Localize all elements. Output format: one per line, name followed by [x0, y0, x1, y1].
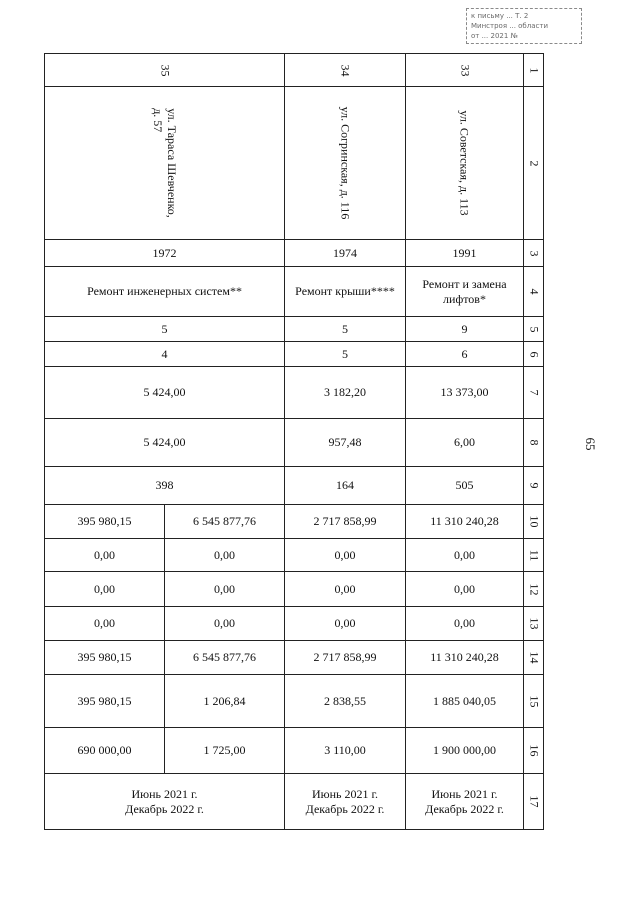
- row-number: 4: [524, 267, 544, 317]
- row-number: 7: [524, 367, 544, 419]
- cell-area-total-34: 3 182,20: [285, 367, 406, 419]
- cell-r11-34: 0,00: [285, 539, 406, 572]
- cell-area-total-35: 5 424,00: [45, 367, 285, 419]
- cell-area-total-33: 13 373,00: [406, 367, 524, 419]
- table-row: [45, 87, 544, 240]
- cell-period-33: [406, 774, 524, 830]
- table-row: [45, 54, 544, 87]
- period-end: Декабрь 2022 г.: [425, 801, 504, 816]
- table-row: [45, 267, 544, 317]
- period-end: Декабрь 2022 г.: [305, 801, 385, 816]
- stamp-line: к письму ... Т. 2: [471, 12, 529, 20]
- cell-area-living-34: 957,48: [285, 419, 406, 467]
- row-number: 17: [524, 774, 544, 830]
- cell-r14-35b: 6 545 877,76: [165, 641, 285, 675]
- period-start: Июнь 2021 г.: [431, 786, 498, 801]
- row-number: 13: [524, 607, 544, 641]
- table-row: [45, 607, 544, 641]
- cell-num-33: 33: [406, 54, 524, 87]
- row-number: 14: [524, 641, 544, 675]
- cell-year-35: 1972: [45, 240, 285, 267]
- cell-r13-34: 0,00: [285, 607, 406, 641]
- table-row: [45, 641, 544, 675]
- registration-stamp: [466, 8, 582, 44]
- cell-entrances-34: 5: [285, 342, 406, 367]
- cell-r15-34: 2 838,55: [285, 675, 406, 728]
- row-number: 2: [524, 87, 544, 240]
- row-number: 16: [524, 728, 544, 774]
- cell-floors-34: 5: [285, 317, 406, 342]
- cell-area-living-33: 6,00: [406, 419, 524, 467]
- cell-r11-35b: 0,00: [165, 539, 285, 572]
- cell-r16-34: 3 110,00: [285, 728, 406, 774]
- cell-year-33: 1991: [406, 240, 524, 267]
- cell-r11-33: 0,00: [406, 539, 524, 572]
- cell-entrances-33: 6: [406, 342, 524, 367]
- table-row: [45, 505, 544, 539]
- table-row: [45, 419, 544, 467]
- cell-r16-35b: 1 725,00: [165, 728, 285, 774]
- cell-address-33: ул. Советская, д. 113: [406, 87, 524, 240]
- stamp-line: Минстроя ... области: [471, 22, 548, 30]
- table-row: [45, 675, 544, 728]
- cell-r15-35b: 1 206,84: [165, 675, 285, 728]
- cell-address-35: ул. Тараса Шевченко, д. 57: [45, 87, 285, 240]
- row-number: 15: [524, 675, 544, 728]
- cell-r16-35a: 690 000,00: [45, 728, 165, 774]
- cell-work-33: Ремонт и замена лифтов*: [406, 267, 524, 317]
- table-row: [45, 342, 544, 367]
- table-row: [45, 728, 544, 774]
- table-row: [45, 467, 544, 505]
- cell-r11-35a: 0,00: [45, 539, 165, 572]
- row-number: 6: [524, 342, 544, 367]
- row-number: 8: [524, 419, 544, 467]
- repair-schedule-table: [44, 53, 544, 830]
- cell-work-35: Ремонт инженерных систем**: [45, 267, 285, 317]
- period-start: Июнь 2021 г.: [311, 786, 379, 801]
- cell-r14-35a: 395 980,15: [45, 641, 165, 675]
- cell-r13-35a: 0,00: [45, 607, 165, 641]
- cell-r12-35b: 0,00: [165, 572, 285, 607]
- row-number: 3: [524, 240, 544, 267]
- cell-r14-34: 2 717 858,99: [285, 641, 406, 675]
- period-end: Декабрь 2022 г.: [125, 801, 204, 816]
- cell-r12-34: 0,00: [285, 572, 406, 607]
- cell-residents-34: 164: [285, 467, 406, 505]
- cell-r12-35a: 0,00: [45, 572, 165, 607]
- cell-residents-35: 398: [45, 467, 285, 505]
- row-number: 12: [524, 572, 544, 607]
- cell-r10-33: 11 310 240,28: [406, 505, 524, 539]
- row-number: 1: [524, 54, 544, 87]
- cell-address-34: ул. Согринская, д. 116: [285, 87, 406, 240]
- cell-entrances-35: 4: [45, 342, 285, 367]
- row-number: 11: [524, 539, 544, 572]
- cell-r15-35a: 395 980,15: [45, 675, 165, 728]
- cell-period-34: [285, 774, 406, 830]
- cell-area-living-35: 5 424,00: [45, 419, 285, 467]
- cell-r10-35b: 6 545 877,76: [165, 505, 285, 539]
- cell-r13-35b: 0,00: [165, 607, 285, 641]
- row-number: 5: [524, 317, 544, 342]
- cell-floors-33: 9: [406, 317, 524, 342]
- period-start: Июнь 2021 г.: [131, 786, 198, 801]
- cell-r12-33: 0,00: [406, 572, 524, 607]
- cell-residents-33: 505: [406, 467, 524, 505]
- cell-num-34: 34: [285, 54, 406, 87]
- table-row: [45, 367, 544, 419]
- cell-r13-33: 0,00: [406, 607, 524, 641]
- cell-r14-33: 11 310 240,28: [406, 641, 524, 675]
- table-row: [45, 317, 544, 342]
- cell-r10-34: 2 717 858,99: [285, 505, 406, 539]
- cell-r15-33: 1 885 040,05: [406, 675, 524, 728]
- cell-period-35: [45, 774, 285, 830]
- cell-year-34: 1974: [285, 240, 406, 267]
- stamp-line: от ... 2021 №: [471, 32, 518, 40]
- table-row: [45, 774, 544, 830]
- row-number: 10: [524, 505, 544, 539]
- cell-work-34: Ремонт крыши****: [285, 267, 406, 317]
- table-row: [45, 240, 544, 267]
- row-number: 9: [524, 467, 544, 505]
- table-row: [45, 539, 544, 572]
- cell-r10-35a: 395 980,15: [45, 505, 165, 539]
- cell-num-35: 35: [45, 54, 285, 87]
- page-number: 65: [583, 437, 598, 451]
- cell-r16-33: 1 900 000,00: [406, 728, 524, 774]
- cell-floors-35: 5: [45, 317, 285, 342]
- table-row: [45, 572, 544, 607]
